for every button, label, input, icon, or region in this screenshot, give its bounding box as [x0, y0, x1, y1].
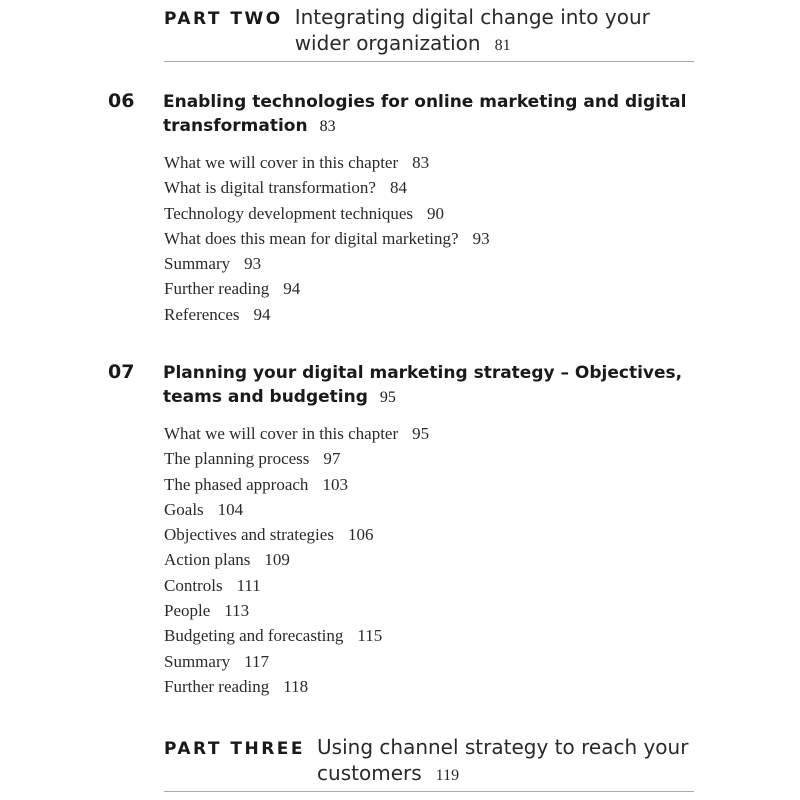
toc-entry[interactable]: Summary 117 [164, 651, 269, 671]
toc-entry[interactable]: Action plans 109 [164, 550, 290, 570]
chapter-06-entries [164, 150, 490, 327]
part-label: PART TWO [164, 9, 283, 29]
toc-entry[interactable]: What does this mean for digital marketing? 93 [164, 228, 490, 248]
chapter-page-number: 95 [379, 389, 396, 406]
toc-entry[interactable]: Technology development techniques 90 [164, 203, 445, 223]
toc-entry[interactable]: The planning process 97 [164, 449, 341, 469]
toc-entry[interactable]: Further reading 94 [164, 279, 301, 299]
toc-entry[interactable]: What we will cover in this chapter 95 [164, 424, 430, 443]
chapter-07-entries [164, 421, 429, 699]
toc-entry[interactable]: People 113 [164, 601, 250, 621]
part-three-header [164, 734, 694, 792]
part-title: Using channel strategy to reach your customers 119 [317, 735, 689, 785]
toc-entry[interactable]: Budgeting and forecasting 115 [164, 626, 383, 646]
part-label: PART THREE [164, 739, 306, 759]
part-page-number: 81 [494, 37, 511, 54]
part-title: Integrating digital change into your wider organization 81 [294, 5, 650, 55]
part-page-number: 119 [435, 767, 460, 784]
toc-entry[interactable]: Further reading 118 [164, 676, 309, 696]
chapter-number: 06 [108, 90, 135, 112]
chapter-number: 07 [108, 361, 135, 383]
toc-entry[interactable]: Goals 104 [164, 499, 244, 519]
toc-entry[interactable]: Summary 93 [164, 254, 262, 274]
chapter-page-number: 83 [319, 118, 336, 135]
toc-entry[interactable]: The phased approach 103 [164, 474, 348, 494]
chapter-title[interactable]: Enabling technologies for online marketing and digital transformation 83 [163, 92, 687, 136]
toc-entry[interactable]: What we will cover in this chapter 83 [164, 153, 430, 172]
toc-entry[interactable]: Controls 111 [164, 575, 261, 595]
toc-entry[interactable]: Objectives and strategies 106 [164, 525, 374, 545]
toc-entry[interactable]: What is digital transformation? 84 [164, 178, 407, 198]
part-two-header [164, 4, 694, 62]
chapter-title[interactable]: Planning your digital marketing strategy – Objectives, teams and budgeting 95 [163, 363, 683, 407]
toc-entry[interactable]: References 94 [164, 304, 271, 324]
